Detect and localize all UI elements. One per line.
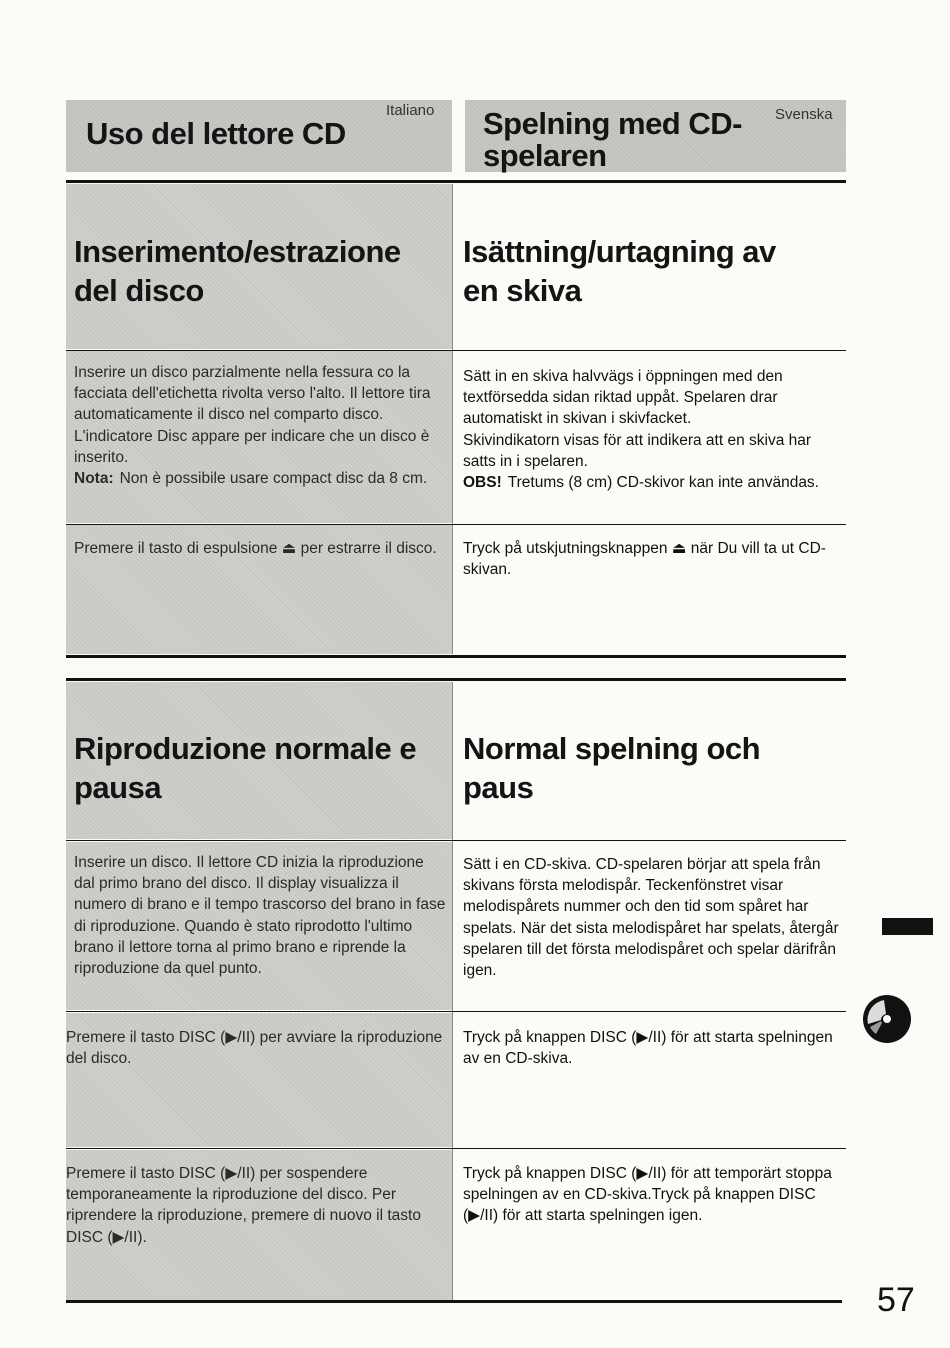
section2-italian-title-line1: Riproduzione normale e [74, 731, 417, 766]
swedish-language-tag: Svenska [775, 106, 833, 123]
section1-bottom-rule [66, 655, 846, 658]
section1-row1-swedish-text [463, 366, 843, 493]
section1-divider [452, 184, 453, 654]
section1-row1-italian-note [74, 468, 448, 489]
section2-row2-rule [66, 1148, 846, 1149]
section1-row1-rule [66, 524, 846, 525]
section2-row3-italian-text: Premere il tasto DISC (▶/II) per sospendere temporaneamente la riproduzione del disco. Per riprendere la riproduzione, premere di nuovo il tasto DISC (▶/II). [66, 1165, 421, 1246]
section2-row1-swedish-text: Sätt i en CD-skiva. CD-spelaren börjar att spela från skivans första melodispår. Teckenfönstret visar melodispårets nummer och den tid som spåret har spelats. När det sista melodispåret har spelats, återgår spelaren till det första melodispåret och spelar därifrån igen. [463, 856, 839, 980]
section2-row2-italian-text: Premere il tasto DISC (▶/II) per avviare la riproduzione del disco. [66, 1029, 443, 1068]
page-bottom-rule [66, 1300, 842, 1303]
section2-divider [452, 682, 453, 1300]
italian-language-tag: Italiano [386, 102, 435, 119]
section2-title-rule [66, 840, 846, 841]
section2-swedish-title-line1: Normal spelning och [463, 731, 761, 766]
section1-row1-swedish-body: Sätt in en skiva halvvägs i öppningen med den textförsedda sidan riktad uppåt. Spelaren drar automatiskt in skivan i skivfacket. Skivindikatorn visas för att indikera att en skiva har satts in i spelaren. [463, 368, 812, 470]
italian-header-title: Uso del lettore CD [86, 116, 346, 151]
section1-swedish-title-line1: Isättning/urtagning av [463, 234, 776, 269]
section2-row3-swedish-text: Tryck på knappen DISC (▶/II) för att temporärt stoppa spelningen av en CD-skiva.Tryck på knappen DISC (▶/II) för att starta spelningen igen. [463, 1165, 832, 1225]
section2-row1-italian-text: Inserire un disco. Il lettore CD inizia la riproduzione dal primo brano del disco. Il display visualizza il numero di brano e il tempo trascorso del brano in fase di riproduzione. Quando è stato riprodotto l'ultimo brano il lettore torna al primo brano e riprende la riproduzione da quel punto. [74, 854, 446, 978]
section1-italian-title-line2: del disco [74, 273, 204, 308]
page-number: 57 [877, 1281, 915, 1319]
section2-swedish-title-line2: paus [463, 770, 534, 805]
section1-row1-italian-body: Inserire un disco parzialmente nella fessura co la facciata dell'etichetta rivolta verso l'alto. Il lettore tira automaticamente il disco nel comparto disco. L'indicatore Disc appare per indicare che un disco è inserito. [74, 364, 431, 466]
section1-title-rule [66, 350, 846, 351]
header-rule [66, 180, 846, 183]
swedish-note-text: Tretums (8 cm) CD-skivor kan inte användas. [507, 474, 819, 492]
black-tab-marker-icon [882, 918, 933, 935]
section2-top-rule [66, 678, 846, 681]
cd-disc-icon [862, 994, 912, 1044]
section1-italian-title-line1: Inserimento/estrazione [74, 234, 401, 269]
swedish-header-title-line1: Spelning med CD- [483, 106, 742, 141]
swedish-note-label: OBS! [463, 474, 502, 492]
italian-note-label: Nota: [74, 470, 114, 488]
section2-italian-title-line2: pausa [74, 770, 162, 805]
section2-row1-rule [66, 1011, 846, 1012]
swedish-header-title-line2: spelaren [483, 138, 607, 173]
italian-note-text: Non è possibile usare compact disc da 8 cm. [119, 470, 428, 488]
section1-swedish-title-line2: en skiva [463, 273, 582, 308]
section2-row2-swedish-text: Tryck på knappen DISC (▶/II) för att starta spelningen av en CD-skiva. [463, 1029, 833, 1068]
section1-row2-italian-text: Premere il tasto di espulsione ⏏ per estrarre il disco. [74, 540, 437, 557]
section1-row2-swedish-text: Tryck på utskjutningsknappen ⏏ när Du vill ta ut CD-skivan. [463, 540, 826, 579]
section1-row1-italian-text [74, 362, 448, 489]
section1-row1-swedish-note [463, 472, 843, 493]
